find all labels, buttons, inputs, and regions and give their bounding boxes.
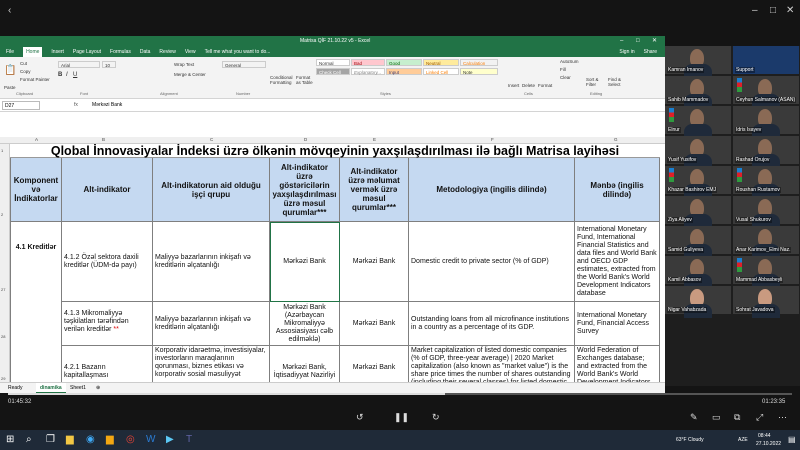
melumat-cell[interactable]: Mərkəzi Bank: [340, 346, 409, 402]
player-controls: [0, 393, 800, 430]
share-button[interactable]: Share: [643, 49, 657, 55]
seek-bar[interactable]: [8, 393, 792, 395]
fill-button[interactable]: Fill: [560, 67, 566, 72]
style-note[interactable]: Note: [460, 68, 498, 75]
komponent-cell[interactable]: 4.1 Kreditlər: [10, 222, 62, 402]
sheet-tab-sheet1[interactable]: Sheet1: [70, 385, 86, 391]
participant-name: Rashad Orujov: [736, 157, 770, 163]
participant-tile[interactable]: [733, 76, 799, 104]
participant-tile[interactable]: [665, 76, 731, 104]
fx-icon[interactable]: fx: [74, 102, 78, 108]
find-select-button[interactable]: Find & Select: [608, 77, 622, 87]
style-calculation[interactable]: Calculation: [460, 59, 498, 66]
participant-name: Yusif Yusifov: [668, 157, 697, 163]
windows-start-icon[interactable]: ⊞: [6, 434, 15, 445]
row-header[interactable]: 2: [1, 212, 4, 217]
flag-icon: [737, 78, 742, 92]
clock-time[interactable]: 08:44: [758, 433, 771, 439]
participant-name: Khazar Bashirov EMJ: [668, 187, 717, 193]
excel-window: [0, 36, 665, 393]
insert-cells-button[interactable]: Insert: [508, 83, 520, 88]
weather-widget[interactable]: 63°F Cloudy: [676, 437, 704, 443]
isci-qrupu-cell[interactable]: Korporativ idarəetmə, investisiyalar, investorların maraqlarının qorunması, biznes etikası və korporativ sosial məsuliyyət: [153, 346, 270, 402]
window-title: Matrisa QİF 21.10.22 v5 - Excel: [300, 38, 371, 44]
input-language[interactable]: AZE: [738, 437, 748, 443]
flag-icon: [737, 258, 742, 272]
tab-review[interactable]: Review: [159, 49, 176, 55]
header-yaxsilasdirilma[interactable]: Alt-indikator üzrə göstəricilərin yaxşılaşdırılması üzrə məsul qurumlar***: [270, 158, 340, 222]
font-name-select[interactable]: Arial: [58, 61, 100, 68]
sheet-tab-dinamika[interactable]: dinamika: [36, 383, 66, 393]
delete-cells-button[interactable]: Delete: [522, 83, 536, 88]
participant-tile[interactable]: [733, 136, 799, 164]
tab-view[interactable]: View: [184, 49, 196, 55]
participant-tile[interactable]: [733, 256, 799, 284]
participant-tile[interactable]: [733, 196, 799, 224]
tab-formulas[interactable]: Formulas: [110, 49, 131, 55]
underline-button[interactable]: U: [73, 72, 78, 78]
task-view-icon[interactable]: ❐: [46, 434, 55, 445]
column-header-g[interactable]: G: [614, 137, 618, 142]
participant-tile[interactable]: [665, 136, 731, 164]
maximize-icon[interactable]: □: [770, 5, 777, 16]
melumat-cell[interactable]: Mərkəzi Bank: [340, 302, 409, 346]
copy-button[interactable]: Copy: [20, 69, 31, 74]
participant-tile[interactable]: [733, 46, 799, 74]
clear-button[interactable]: Clear: [560, 75, 571, 80]
participant-name: Sahib Mammadov: [668, 97, 709, 103]
media-player-icon[interactable]: ▶: [166, 434, 174, 445]
back-arrow-icon[interactable]: ‹: [8, 5, 12, 16]
menbe-cell[interactable]: International Monetary Fund, Financial Access Survey: [575, 302, 660, 346]
forward-icon[interactable]: ↻: [432, 412, 440, 422]
participant-tile[interactable]: [733, 286, 799, 314]
yaxsilasdirilma-cell[interactable]: Mərkəzi Bank, İqtisadiyyat Nazirliyi: [270, 346, 340, 402]
excel-title-bar: [0, 36, 665, 47]
flag-icon: [669, 108, 674, 122]
style-normal[interactable]: Normal: [316, 59, 350, 66]
menbe-cell[interactable]: International Monetary Fund, International Financial Statistics and data files and World Bank and OECD GDP estimates, extracted from the World Bank's World Development Indicators database: [575, 222, 660, 302]
metodologiya-cell[interactable]: Outstanding loans from all microfinance institutions in a country as a percentage of its GDP.: [409, 302, 575, 346]
more-icon[interactable]: ⋯: [778, 412, 787, 422]
style-input[interactable]: Input: [386, 68, 422, 75]
isci-qrupu-cell[interactable]: Maliyyə bazarlarının inkişafı və kreditlərin əlçatanlığı: [153, 302, 270, 346]
window-minimize-icon[interactable]: –: [620, 38, 624, 44]
participant-tile[interactable]: [665, 286, 731, 314]
column-header-a[interactable]: A: [35, 137, 39, 142]
italic-button[interactable]: I: [66, 72, 68, 78]
seek-bar-fill: [8, 393, 445, 395]
metodologiya-cell[interactable]: Domestic credit to private sector (% of GDP): [409, 222, 575, 302]
remaining-time: 01:23:35: [762, 399, 786, 405]
column-header-c[interactable]: C: [210, 137, 214, 142]
participant-name: Roushan Rustamov: [736, 187, 780, 193]
font-size-select[interactable]: 10: [102, 61, 116, 68]
participant-tile[interactable]: [665, 196, 731, 224]
autosum-button[interactable]: AutoSum: [560, 59, 579, 64]
subtitles-icon[interactable]: ▭: [712, 412, 721, 422]
alignment-group-label: Alignment: [160, 91, 178, 96]
number-group-label: Number: [236, 91, 251, 96]
paste-icon[interactable]: 📋: [4, 65, 17, 76]
edit-icon[interactable]: ✎: [690, 412, 698, 422]
yaxsilasdirilma-cell-selected[interactable]: Mərkəzi Bank: [270, 222, 340, 302]
style-bad[interactable]: Bad: [351, 59, 385, 66]
tab-insert[interactable]: Insert: [51, 49, 64, 55]
window-close-icon[interactable]: ✕: [652, 38, 658, 44]
participant-name: Samid Guliyeva: [668, 247, 704, 253]
header-melumat[interactable]: Alt-indikator üzrə məlumat vermək üzrə məsul qurumlar***: [340, 158, 409, 222]
participant-name: Sohrat Javadova: [736, 307, 774, 313]
style-explanatory[interactable]: Explanatory...: [351, 68, 385, 75]
edge-icon[interactable]: ◉: [86, 434, 95, 445]
format-painter-button[interactable]: Format Painter: [20, 77, 50, 82]
header-isci-qrupu[interactable]: Alt-indikatorun aid olduğu işçi qrupu: [153, 158, 270, 222]
number-format-select[interactable]: General: [222, 61, 266, 68]
editing-group-label: Editing: [590, 91, 603, 96]
participant-name: Kamran Imanov: [668, 67, 704, 73]
clipboard-group-label: Clipboard: [16, 91, 34, 96]
add-sheet-icon[interactable]: ⊕: [96, 385, 101, 391]
formula-input[interactable]: Mərkəzi Bank: [92, 102, 123, 108]
tab-data[interactable]: Data: [139, 49, 151, 55]
cells-group-label: Cells: [524, 91, 533, 96]
chrome-icon[interactable]: ◎: [126, 434, 135, 445]
minimize-icon[interactable]: –: [752, 5, 758, 16]
pause-icon[interactable]: ❚❚: [394, 412, 410, 422]
bold-button[interactable]: B: [58, 72, 63, 78]
participant-name: Anar Karimov_Elmi Naz.: [736, 247, 791, 253]
row-header[interactable]: 28: [1, 334, 6, 339]
format-as-table-button[interactable]: Format as Table: [296, 75, 313, 85]
sheet-title[interactable]: Qlobal İnnovasiyalar İndeksi üzrə ölkənin mövqeyinin yaxşılaşdırılması ilə bağlı Matrisa layihəsi: [10, 144, 660, 158]
window-restore-icon[interactable]: □: [636, 38, 640, 44]
row-headers: [0, 144, 10, 382]
style-good[interactable]: Good: [386, 59, 422, 66]
search-icon[interactable]: ⌕: [26, 434, 32, 445]
menbe-cell[interactable]: World Federation of Exchanges database; and extracted from the World Bank's World: [575, 346, 660, 402]
participant-tile[interactable]: [733, 166, 799, 194]
ribbon: [0, 57, 665, 99]
participant-name: Ceyhun Salmanov (ASAN): [736, 97, 796, 103]
styles-group-label: Styles: [380, 91, 391, 96]
folder-icon[interactable]: ▆: [106, 434, 114, 445]
participant-tile[interactable]: [665, 46, 731, 74]
participant-name: Mammad Abbasbeyli: [736, 277, 783, 283]
merge-center-button[interactable]: Merge & Center: [174, 72, 206, 77]
formula-bar: [0, 99, 665, 112]
tab-home[interactable]: Home: [23, 47, 42, 57]
participants-panel: [665, 46, 800, 386]
row-header[interactable]: 29: [1, 376, 6, 381]
participant-name: Vusal Shukurov: [736, 217, 771, 223]
teams-icon[interactable]: T: [186, 434, 193, 445]
worksheet: [0, 144, 665, 382]
participant-tile[interactable]: [665, 166, 731, 194]
tell-me-input[interactable]: Tell me what you want to do...: [204, 49, 271, 55]
paste-button[interactable]: Paste: [4, 85, 16, 90]
tab-page-layout[interactable]: Page Layout: [72, 49, 102, 55]
flag-icon: [669, 168, 674, 182]
participant-tile[interactable]: [733, 106, 799, 134]
participant-name: Kamil Abbasov: [668, 277, 702, 283]
alt-indikator-cell[interactable]: 4.1.2 Özəl sektora daxili kreditlər (ÜDM-də payı): [62, 222, 153, 302]
windows-taskbar: [0, 430, 800, 450]
fullscreen-icon[interactable]: ⤢: [756, 412, 764, 422]
font-group-label: Font: [80, 91, 89, 96]
close-icon[interactable]: ✕: [786, 5, 795, 16]
participant-name: Ziya Aliyev: [668, 217, 692, 223]
sort-filter-button[interactable]: Sort & Filter: [586, 77, 599, 87]
column-header-d[interactable]: D: [304, 137, 308, 142]
alt-indikator-cell[interactable]: 4.2.1 Bazarın kapitallaşması: [62, 346, 153, 402]
alt-indikator-text: 4.1.3 Mikromaliyyə təşkilatları tərəfindən verilən kreditlər: [64, 310, 129, 333]
wrap-text-button[interactable]: Wrap Text: [174, 62, 195, 67]
participant-name: Idris Isayev: [736, 127, 762, 133]
column-header-e[interactable]: E: [373, 137, 377, 142]
word-icon[interactable]: W: [146, 434, 156, 445]
tab-file[interactable]: File: [6, 49, 15, 55]
sign-in-link[interactable]: Sign in: [619, 49, 635, 55]
melumat-cell[interactable]: Mərkəzi Bank: [340, 222, 409, 302]
style-check-cell[interactable]: Check Cell: [316, 68, 350, 75]
participant-tile[interactable]: [733, 226, 799, 254]
style-linked-cell[interactable]: Linked Cell: [423, 68, 459, 75]
rewind-icon[interactable]: ↺: [356, 412, 364, 422]
file-explorer-icon[interactable]: ▆: [66, 434, 74, 445]
isci-qrupu-cell[interactable]: Maliyyə bazarlarının inkişafı və kreditlərin əlçatanlığı: [153, 222, 270, 302]
header-komponent[interactable]: Komponent və İndikatorlar: [10, 158, 62, 222]
alt-indikator-cell[interactable]: [62, 302, 153, 346]
excel-status-bar: [0, 382, 665, 393]
participant-tile[interactable]: [665, 226, 731, 254]
participant-name: Nigar Vahabzada: [668, 307, 707, 313]
yaxsilasdirilma-cell[interactable]: Mərkəzi Bank (Azərbaycan Mikromaliyyə Assosiasiyası cəlb edilməklə): [270, 302, 340, 346]
notifications-icon[interactable]: ▤: [788, 435, 796, 444]
metodologiya-cell[interactable]: Market capitalization of listed domestic companies (% of GDP, three-year average) | 2020 Market capitalization (also known as "market value") is the share price times the number of shares outstanding: [409, 346, 575, 402]
ribbon-tabs: [0, 47, 665, 57]
column-headers: [0, 137, 665, 144]
header-menbe[interactable]: Mənbə (ingilis dilində): [575, 158, 660, 222]
clock-date[interactable]: 27.10.2022: [756, 441, 782, 447]
formula-expanded-area: [0, 112, 665, 137]
header-alt-indikator[interactable]: Alt-indikator: [62, 158, 153, 222]
header-metodologiya[interactable]: Metodologiya (ingilis dilində): [409, 158, 575, 222]
format-cells-button[interactable]: Format: [538, 83, 553, 88]
player-top-bar: [0, 0, 800, 36]
row-header[interactable]: 1: [1, 148, 4, 153]
name-box[interactable]: D27: [2, 101, 40, 110]
cast-icon[interactable]: ⧉: [734, 412, 741, 422]
footnote-mark: **: [113, 326, 119, 333]
elapsed-time: 01:45:32: [8, 399, 32, 405]
participant-tile[interactable]: [665, 256, 731, 284]
row-header[interactable]: 27: [1, 287, 6, 292]
style-neutral[interactable]: Neutral: [423, 59, 459, 66]
flag-icon: [737, 168, 742, 182]
column-header-b[interactable]: B: [102, 137, 106, 142]
cut-button[interactable]: Cut: [20, 61, 28, 66]
participant-tile[interactable]: [665, 106, 731, 134]
participant-name: Support: [736, 67, 754, 73]
participant-name: Elnur: [668, 127, 680, 133]
status-text: Ready: [8, 385, 23, 391]
conditional-formatting-button[interactable]: Conditional Formatting: [270, 75, 293, 85]
column-header-f[interactable]: F: [491, 137, 494, 142]
